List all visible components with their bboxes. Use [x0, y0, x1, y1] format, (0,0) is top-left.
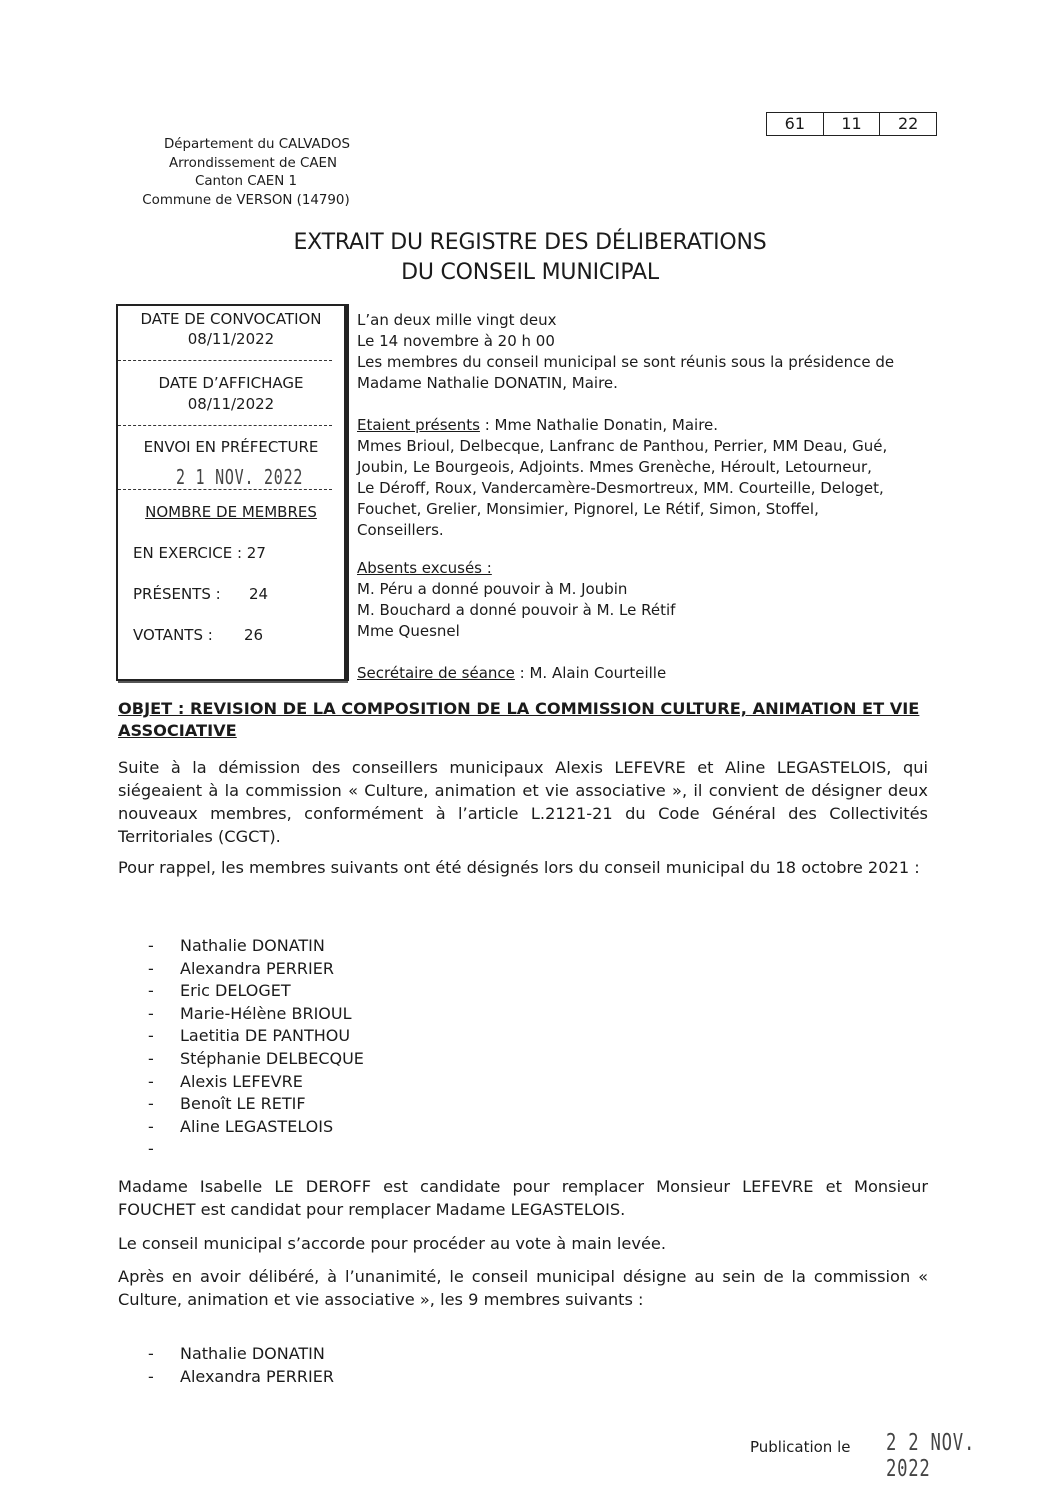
list-item: - Laetitia DE PANTHOU: [148, 1026, 351, 1046]
presents-count: 24: [249, 585, 269, 603]
prefecture-label: ENVOI EN PRÉFECTURE: [143, 438, 319, 456]
list-item: - Benoît LE RETIF: [148, 1094, 306, 1114]
divider: [118, 360, 332, 361]
list-item: - Marie-Hélène BRIOUL: [148, 1003, 352, 1023]
administrative-header: [128, 136, 364, 210]
publication-date-stamp: 2 2 NOV. 2022: [886, 1430, 976, 1482]
secretaire-heading: Secrétaire de séance: [357, 664, 515, 682]
absent-line: M. Bouchard a donné pouvoir à M. Le Rétif: [357, 601, 676, 619]
paragraph-designation: Après en avoir délibéré, à l’unanimité, le conseil municipal désigne au sein de la commission « Culture, animation et vie associative », les 9 membres suivants :: [118, 1267, 928, 1309]
absent-line: Mme Quesnel: [357, 622, 460, 640]
paragraph-demission: Suite à la démission des conseillers municipaux Alexis LEFEVRE et Aline LEGASTELOIS, qui siégeaient à la commission « Culture, animation et vie associative », il convient de désigner deux nouveaux membres, conformément à l’article L.2121-21 du Code Général des Collectivités Territoriales (CGCT).: [118, 758, 928, 846]
presents-heading: Etaient présents: [357, 416, 480, 434]
list-item: - Stéphanie DELBECQUE: [148, 1048, 364, 1068]
department-line: Département du CALVADOS: [163, 137, 351, 152]
list-item: - Alexandra PERRIER: [148, 1366, 334, 1386]
list-item: - Nathalie DONATIN: [148, 936, 325, 955]
affichage-date: 08/11/2022: [187, 395, 275, 413]
prefecture-date-stamp: 2 1 NOV. 2022: [176, 465, 304, 489]
reference-cell: 22: [898, 114, 919, 133]
box-separator: [346, 304, 349, 681]
convocation-label: DATE DE CONVOCATION: [140, 310, 322, 328]
list-item: -: [148, 1139, 154, 1159]
presents-label: PRÉSENTS :: [133, 585, 221, 603]
list-item: - Nathalie DONATIN: [148, 1344, 325, 1363]
affichage-label: DATE D’AFFICHAGE: [158, 374, 304, 392]
publication-label: Publication le: [750, 1438, 851, 1456]
absent-line: M. Péru a donné pouvoir à M. Joubin: [357, 580, 628, 598]
reference-cell: 61: [767, 113, 824, 135]
list-item: - Alexandra PERRIER: [148, 958, 334, 978]
meeting-president: Madame Nathalie DONATIN, Maire.: [357, 374, 618, 392]
en-exercice-count: EN EXERCICE : 27: [133, 544, 266, 562]
document-title-line2: DU CONSEIL MUNICIPAL: [401, 260, 659, 285]
meeting-year: L’an deux mille vingt deux: [357, 311, 557, 329]
paragraph-vote: Le conseil municipal s’accorde pour procéder au vote à main levée.: [118, 1234, 667, 1253]
presents-names: Mmes Brioul, Delbecque, Lanfranc de Panthou, Perrier, MM Deau, Gué,: [357, 437, 888, 455]
meeting-intro: Les membres du conseil municipal se sont réunis sous la présidence de: [357, 353, 895, 371]
secretaire-line: [357, 663, 666, 684]
presents-mayor: : Mme Nathalie Donatin, Maire.: [479, 416, 719, 434]
canton-line: Canton CAEN 1: [195, 174, 297, 189]
votants-count: 26: [244, 626, 264, 644]
members-new-list: [148, 1343, 334, 1388]
arrondissement-line: Arrondissement de CAEN: [169, 155, 337, 171]
presents-line: [357, 415, 718, 436]
presents-names: Joubin, Le Bourgeois, Adjoints. Mmes Grenèche, Héroult, Letourneur,: [357, 458, 872, 476]
document-title-line1: EXTRAIT DU REGISTRE DES DÉLIBERATIONS: [293, 230, 767, 255]
meeting-date: Le 14 novembre à 20 h 00: [357, 332, 555, 350]
paragraph-rappel: Pour rappel, les membres suivants ont été désignés lors du conseil municipal du 18 octobre 2021 :: [118, 858, 920, 877]
list-item: - Aline LEGASTELOIS: [148, 1116, 334, 1136]
secretaire-name: : M. Alain Courteille: [514, 664, 667, 682]
membres-label: NOMBRE DE MEMBRES: [145, 503, 317, 521]
absents-heading: Absents excusés :: [357, 559, 492, 577]
reference-cell: 11: [824, 113, 881, 135]
presents-names: Le Déroff, Roux, Vandercamère-Desmortreux, MM. Courteille, Deloget,: [357, 479, 884, 497]
divider: [118, 489, 332, 490]
objet-line1: OBJET : REVISION DE LA COMPOSITION DE LA COMMISSION CULTURE, ANIMATION ET VIE: [118, 699, 920, 718]
list-item: - Alexis LEFEVRE: [148, 1071, 303, 1091]
reference-number-box: [766, 112, 937, 136]
votants-label: VOTANTS :: [133, 626, 213, 644]
convocation-date: 08/11/2022: [187, 330, 275, 348]
presents-names: Conseillers.: [357, 521, 444, 539]
members-2021-list: [148, 935, 364, 1161]
commune-line: Commune de VERSON (14790): [142, 192, 350, 208]
objet-line2: ASSOCIATIVE: [118, 721, 237, 740]
list-item: - Eric DELOGET: [148, 981, 291, 1001]
presents-names: Fouchet, Grelier, Monsimier, Pignorel, Le Rétif, Simon, Stoffel,: [357, 500, 819, 518]
divider: [118, 425, 332, 426]
paragraph-candidats: Madame Isabelle LE DEROFF est candidate pour remplacer Monsieur LEFEVRE et Monsieur FOUCHET est candidat pour remplacer Madame LEGASTELOIS.: [118, 1177, 928, 1219]
